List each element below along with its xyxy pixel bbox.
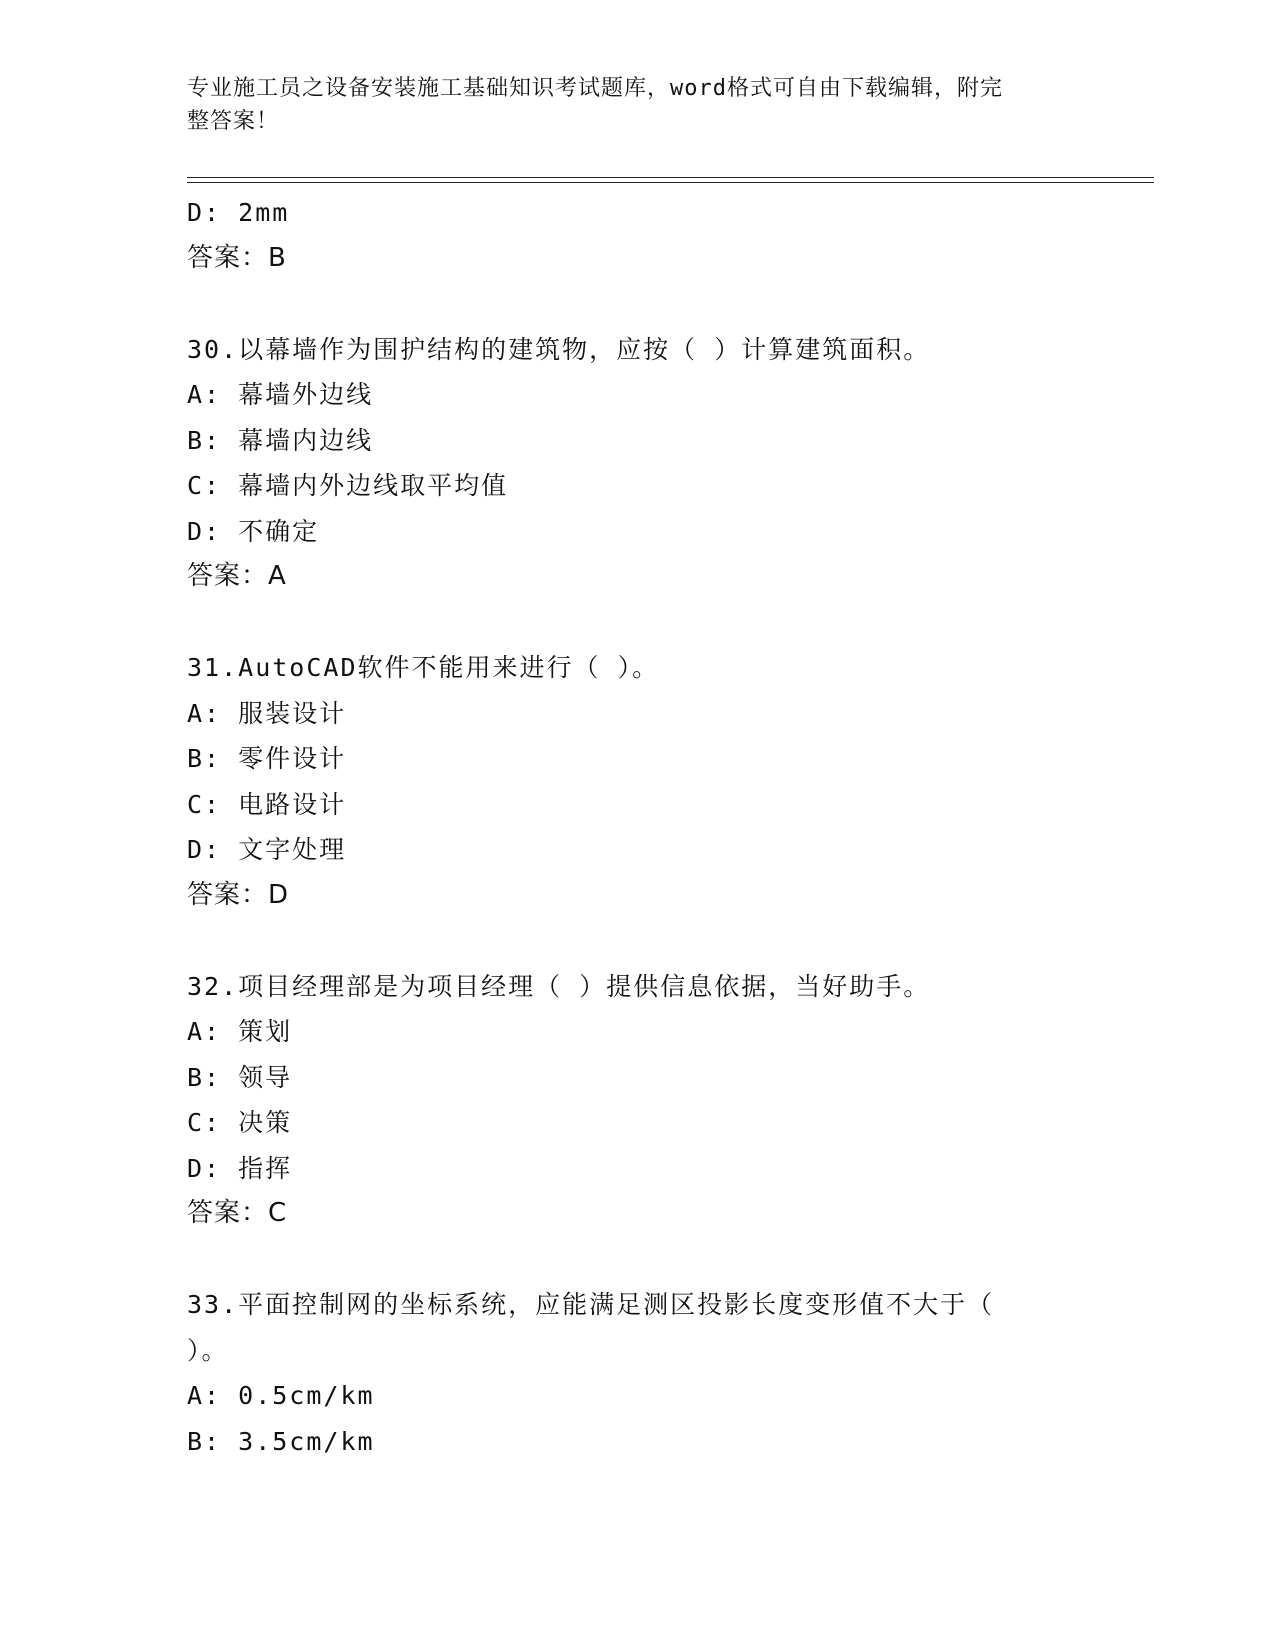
- question-31: [187, 645, 1067, 918]
- answer-line: 答案：D: [187, 879, 290, 910]
- spacer: [187, 281, 1067, 327]
- option-a: A: 服装设计: [187, 698, 347, 728]
- document-body: [187, 190, 1067, 1464]
- option-a: A: 幕墙外边线: [187, 380, 374, 409]
- question-stem: 30.以幕墙作为围护结构的建筑物，应按（ ）计算建筑面积。: [187, 334, 931, 364]
- option-b: B: 领导: [187, 1062, 293, 1092]
- option-c: C: 决策: [187, 1108, 293, 1137]
- question-30: [187, 327, 1067, 600]
- option-d: D: 指挥: [187, 1153, 293, 1183]
- question-stem: 31.AutoCAD软件不能用来进行（ ）。: [187, 653, 660, 682]
- spacer: [187, 1237, 1067, 1283]
- answer-line: 答案：B: [187, 242, 287, 273]
- option-b: B: 零件设计: [187, 744, 347, 773]
- question-stem-line-1: 33.平面控制网的坐标系统，应能满足测区投影长度变形值不大于（: [187, 1290, 995, 1319]
- option-b: B: 幕墙内边线: [187, 425, 374, 455]
- option-c: C: 电路设计: [187, 789, 347, 819]
- document-header: [187, 72, 1067, 138]
- header-line-2: 整答案！: [187, 109, 280, 134]
- question-stem: 32.项目经理部是为项目经理（ ）提供信息依据，当好助手。: [187, 971, 931, 1001]
- header-line-1: 专业施工员之设备安装施工基础知识考试题库，word格式可自由下载编辑，附完: [187, 76, 1003, 101]
- spacer: [187, 918, 1067, 964]
- option-d: D: 不确定: [187, 516, 320, 546]
- option-b: B: 3.5cm/km: [187, 1426, 375, 1456]
- option-a: A: 策划: [187, 1017, 293, 1046]
- header-divider-top: [187, 177, 1154, 178]
- question-stem-line-2: ）。: [187, 1335, 229, 1365]
- spacer: [187, 600, 1067, 646]
- question-33: [187, 1282, 1067, 1464]
- answer-line: 答案：C: [187, 1198, 288, 1228]
- question-32: [187, 964, 1067, 1237]
- option-c: C: 幕墙内外边线取平均值: [187, 471, 509, 500]
- header-divider-bottom: [187, 182, 1154, 183]
- option-d: D: 文字处理: [187, 835, 347, 864]
- option-a: A: 0.5cm/km: [187, 1381, 375, 1410]
- answer-line: 答案：A: [187, 561, 287, 591]
- option-d: D: 2mm: [187, 198, 290, 227]
